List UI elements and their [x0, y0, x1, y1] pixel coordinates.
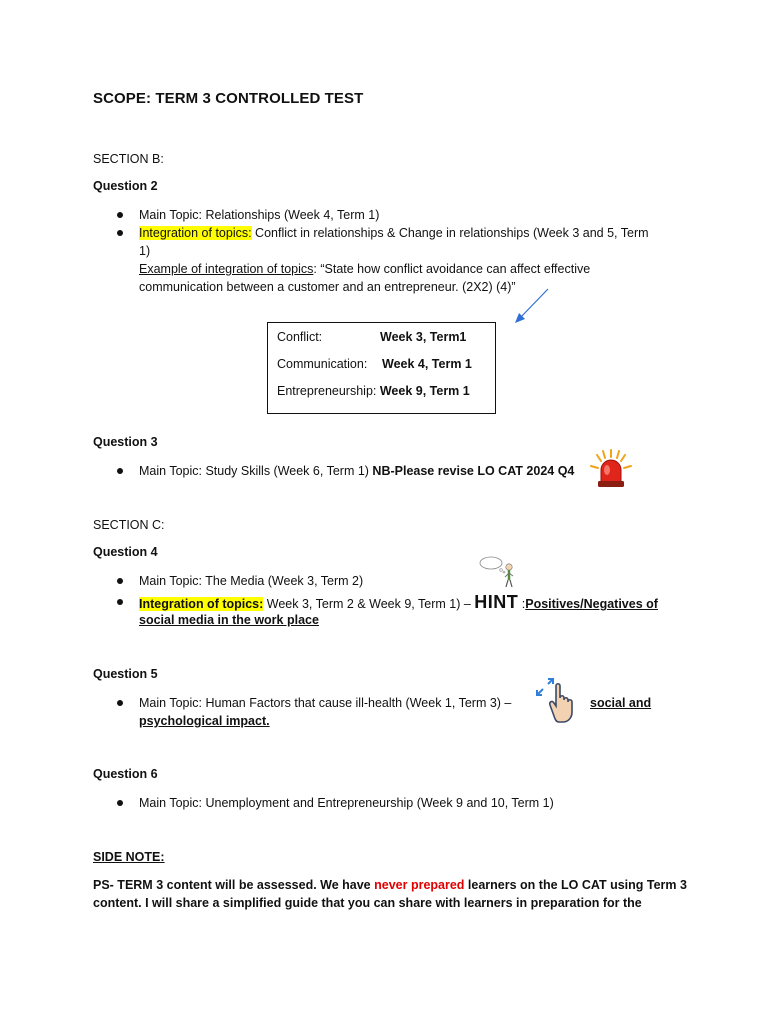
- q4-bullet-integration: Integration of topics: Week 3, Term 2 & Week 9, Term 1) – HINT :Positives/Negatives of: [139, 592, 658, 612]
- thinking-figure-icon: [477, 553, 519, 589]
- example-label: Example of integration of topics: [139, 262, 314, 276]
- box-row-entrepreneurship: Entrepreneurship: Week 9, Term 1: [277, 384, 470, 398]
- q2-example: Example of integration of topics: “State how conflict avoidance can affect effective: [139, 262, 591, 276]
- page-title: SCOPE: TERM 3 CONTROLLED TEST: [93, 90, 364, 107]
- topic-summary-box: [267, 322, 496, 414]
- highlight-label: Integration of topics:: [139, 226, 252, 240]
- question-2-heading: Question 2: [93, 179, 158, 193]
- q2-bullet-integration: Integration of topics: Conflict in relationships & Change in relationships (Week 3 and 5, Term: [139, 224, 679, 242]
- q4-bullet-main-topic: Main Topic: The Media (Week 3, Term 2): [139, 574, 364, 588]
- question-3-heading: Question 3: [93, 435, 158, 449]
- q2-example-line2: communication between a customer and an entrepreneur. (2X2) (4)”: [139, 280, 516, 294]
- q2-bullet-main-topic: Main Topic: Relationships (Week 4, Term 1): [139, 208, 380, 222]
- q3-bullet-main-topic: Main Topic: Study Skills (Week 6, Term 1) NB-Please revise LO CAT 2024 Q4: [139, 464, 575, 478]
- question-5-heading: Question 5: [93, 667, 158, 681]
- side-note-line1: PS- TERM 3 content will be assessed. We have never prepared learners on the LO CAT using Term 3: [93, 878, 687, 892]
- side-note-line2: content. I will share a simplified guide that you can share with learners in preparation for the: [93, 896, 642, 910]
- box-row-conflict: Conflict: Week 3, Term1: [277, 330, 467, 344]
- box-row-communication: Communication: Week 4, Term 1: [277, 357, 472, 371]
- q6-bullet-main-topic: Main Topic: Unemployment and Entrepreneurship (Week 9 and 10, Term 1): [139, 796, 554, 810]
- q4-hint-line2: social media in the work place: [139, 613, 319, 627]
- q2-integration-line2: 1): [139, 244, 151, 258]
- section-c-label: SECTION C:: [93, 518, 165, 532]
- arrow-icon: [510, 286, 552, 326]
- question-4-heading: Question 4: [93, 545, 158, 559]
- siren-icon: [589, 448, 633, 490]
- section-b-label: SECTION B:: [93, 152, 164, 166]
- q5-bullet-main-topic: Main Topic: Human Factors that cause ill-health (Week 1, Term 3) –: [139, 696, 512, 710]
- side-note-heading: SIDE NOTE:: [93, 850, 165, 864]
- q5-link-line2: psychological impact.: [139, 714, 270, 728]
- q5-link-line1: social and: [590, 696, 652, 710]
- never-prepared-text: never prepared: [374, 878, 465, 892]
- pointing-hand-icon: [534, 678, 582, 724]
- highlight-label: Integration of topics:: [139, 597, 264, 611]
- question-6-heading: Question 6: [93, 767, 158, 781]
- hint-label: HINT: [474, 592, 519, 612]
